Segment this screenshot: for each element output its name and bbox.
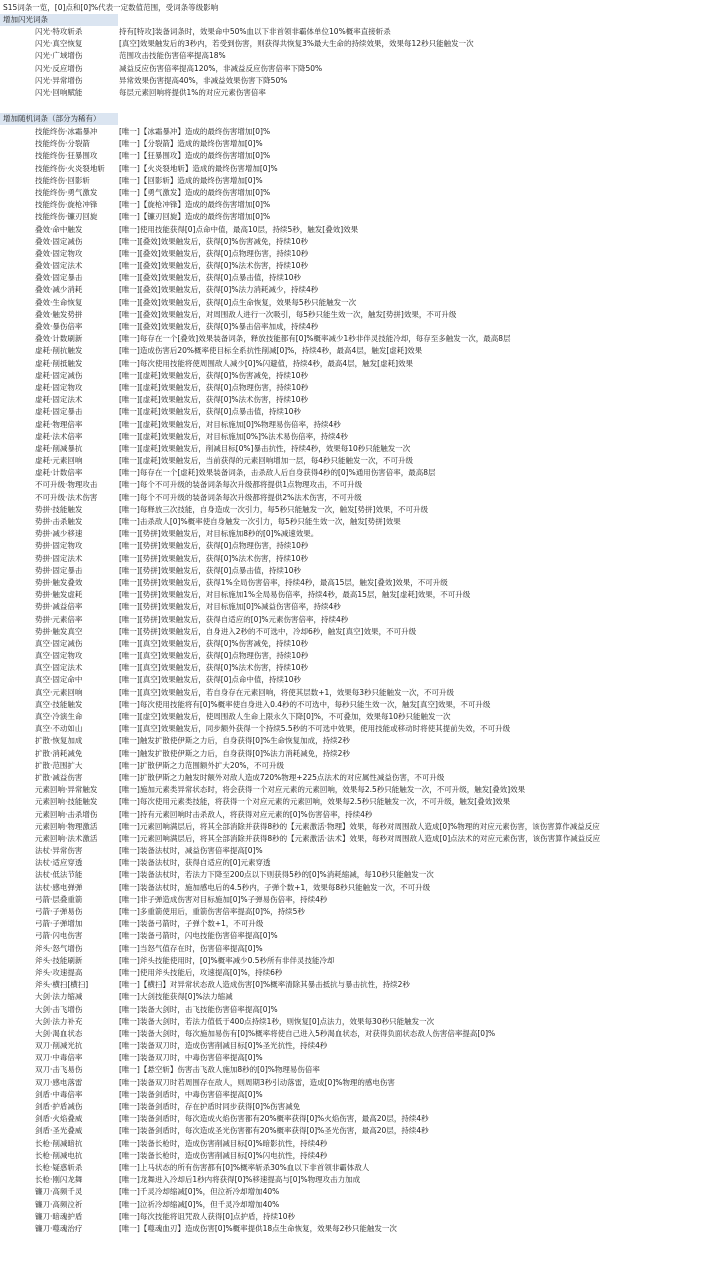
affix-name: 虚耗·元素回响: [35, 456, 83, 466]
affix-description: [唯一]装备法杖时，减益伤害倍率提高[0]%: [119, 846, 263, 856]
affix-row: [0, 504, 720, 516]
affix-name: 扩散·恢复加成: [35, 736, 83, 746]
affix-name: 闪光·特攻斩杀: [35, 27, 83, 36]
affix-row: [0, 272, 720, 284]
affix-description: [唯一]每个不可升级的装备词条每次升级都将提供2%法术伤害，不可升级: [119, 492, 362, 502]
affix-description: [唯一][虚耗]效果触发后，获得[0]点物理伤害，持续10秒: [119, 382, 309, 392]
affix-description: [唯一][虚耗]效果触发后，获得[0]%伤害减免，持续10秒: [119, 370, 308, 380]
affix-name: 元素回响·技能触发: [35, 797, 98, 807]
affix-description: [唯一]【狂暴围攻】造成的最终伤害增加[0]%: [119, 151, 271, 161]
affix-row: [0, 370, 720, 382]
affix-row: [0, 565, 720, 577]
affix-description: [唯一]装备弓箭时，子弹个数+1，不可升级: [119, 919, 264, 929]
affix-row: [0, 809, 720, 821]
affix-row: [0, 1186, 720, 1198]
affix-name: 虚耗·固定暴击: [35, 407, 83, 417]
affix-name: 镰刀·暗魂护盾: [35, 1211, 83, 1221]
affix-description: [唯一]装备大剑时，每次施加易伤有[0]%概率将使自己进入5秒渴血状态，对获得负面状态敌人伤害倍率提高[0]%: [119, 1028, 496, 1038]
affix-description: [唯一][势拼]效果触发后，对目标施加[0]%减益伤害倍率，持续4秒: [119, 602, 341, 612]
affix-description: [唯一][虚耗]效果触发后，获得[0]%法术伤害，持续10秒: [119, 395, 308, 405]
affix-name: 法杖·低法节能: [35, 870, 83, 880]
affix-row: [0, 589, 720, 601]
affix-name: 虚耗·削减暴抗: [35, 443, 83, 453]
affix-row: [0, 63, 720, 75]
affix-row: [0, 748, 720, 760]
affix-name: 长枪·刚闪龙舞: [35, 1175, 83, 1185]
affix-row: [0, 991, 720, 1003]
affix-name: 闪光·广域增伤: [35, 51, 83, 61]
affix-name: 剑盾·护盾减伤: [35, 1102, 83, 1111]
affix-name: 叠效·计数刷新: [35, 334, 83, 344]
affix-description: [唯一]装备长枪时，造成伤害削减目标[0]%暗影抗性，持续4秒: [119, 1138, 328, 1148]
affix-description: [唯一][叠效]效果触发后，获得[0]点物理伤害，持续10秒: [119, 248, 309, 258]
affix-name: 虚耗·法术倍率: [35, 431, 83, 441]
affix-description: [唯一]【分裂箭】造成的最终伤害增加[0]%: [119, 139, 263, 149]
affix-name: 势拼·减少移速: [35, 529, 83, 539]
affix-row: [0, 1016, 720, 1028]
affix-row: [0, 431, 720, 443]
affix-name: 技能终伤·火炎裂地斩: [35, 163, 105, 173]
affix-row: [0, 492, 720, 504]
affix-name: 叠效·触发势拼: [35, 309, 83, 319]
affix-description: [唯一][真空]效果触发后，获得[0]%伤害减免，持续10秒: [119, 638, 308, 648]
affix-description: [唯一]多重箭使用后，重箭伤害倍率提高[0]%，持续5秒: [119, 907, 305, 916]
affix-row: [0, 577, 720, 589]
affix-row: [0, 1199, 720, 1211]
affix-description: [唯一][势拼]效果触发后，对目标施加8秒的[0]%减速效果。: [119, 529, 319, 539]
affix-row: [0, 467, 720, 479]
affix-row: [0, 297, 720, 309]
affix-description: [唯一]扩散伊斯之力触发时额外对敌人造成720%物理+225点法术的对应属性减益伤害，不可升级: [119, 772, 445, 782]
affix-name: 叠效·固定物攻: [35, 248, 83, 258]
affix-row: [0, 199, 720, 211]
affix-row: [0, 906, 720, 918]
affix-name: 势拼·固定法术: [35, 553, 83, 563]
affix-row: [0, 260, 720, 272]
affix-row: [0, 614, 720, 626]
affix-name: 弓箭·层叠重箭: [35, 894, 83, 904]
affix-name: 虚耗·削抵触发: [35, 358, 83, 368]
affix-description: [唯一]每存在一个[叠效]效果装备词条，释放技能都有[0]%概率减少1秒非伴灵技能冷却，每存至多触发一次，最高8层: [119, 334, 511, 344]
section-title-random: 增加随机词条（部分为稀有）: [0, 113, 118, 125]
affix-name: 闪光·异常增伤: [35, 75, 83, 85]
affix-name: 剑盾·圣光叠威: [35, 1126, 83, 1136]
affix-row: [0, 1004, 720, 1016]
affix-name: 虚耗·固定法术: [35, 395, 83, 405]
affix-row: [0, 869, 720, 881]
affix-row: [0, 1223, 720, 1235]
affix-row: [0, 163, 720, 175]
affix-name: 势拼·触发虚耗: [35, 590, 83, 600]
affix-name: 虚耗·物理倍率: [35, 419, 83, 429]
affix-name: 元素回响·异常触发: [35, 785, 98, 795]
affix-description: [唯一][真空]效果触发后，同步额外获得一个持续5.5秒的不可选中效果，使用技能或移动时将使其提前失效，不可升级: [119, 724, 511, 734]
affix-description: [唯一]每次技能将诅咒敌人获得[0]点护盾，持续10秒: [119, 1211, 296, 1221]
affix-row: [0, 443, 720, 455]
affix-description: [唯一][叠效]效果触发后，获得[0]%暴击倍率加成，持续4秒: [119, 322, 319, 331]
affix-name: 双刀·削减光抗: [35, 1041, 83, 1051]
affix-name: 镰刀·噬魂治疗: [35, 1223, 83, 1233]
affix-name: 剑盾·中毒倍率: [35, 1089, 83, 1099]
affix-row: [0, 284, 720, 296]
affix-row: [0, 1064, 720, 1076]
affix-name: 叠效·固定法术: [35, 261, 83, 271]
affix-name: 镰刀·高频泣祈: [35, 1199, 83, 1209]
affix-row: [0, 857, 720, 869]
affix-name: 弓箭·子弹增加: [35, 919, 83, 929]
affix-description: [唯一]【回影斩】造成的最终伤害增加[0]%: [119, 175, 263, 185]
affix-name: 技能终伤·勇气激发: [35, 187, 98, 197]
affix-description: [唯一]斧头技能使用时，[0]%概率减少0.5秒所有非伴灵技能冷却: [119, 955, 335, 965]
affix-row: [0, 1113, 720, 1125]
affix-name: 技能终伤·分裂箭: [35, 139, 90, 149]
affix-row: [0, 1040, 720, 1052]
affix-description: [唯一]每释放三次技能，自身造成一次引力，每5秒只能触发一次，触发[势拼]效果，不可升级: [119, 504, 428, 514]
affix-row: [0, 150, 720, 162]
affix-name: 势拼·击杀触发: [35, 517, 83, 526]
affix-row: [0, 1089, 720, 1101]
affix-description: [唯一][叠效]效果触发后，获得[0]%伤害减免，持续10秒: [119, 236, 308, 246]
affix-name: 势拼·固定暴击: [35, 565, 83, 575]
affix-name: 势拼·减益倍率: [35, 602, 83, 612]
affix-name: 势拼·触发叠效: [35, 577, 83, 587]
affix-description: [唯一]触发扩散使伊斯之力后，自身获得[0]%法力消耗减免，持续2秒: [119, 748, 350, 758]
affix-description: [唯一]当怒气值存在时，伤害倍率提高[0]%: [119, 943, 263, 953]
affix-row: [0, 358, 720, 370]
affix-description: [唯一]使用斧头技能后，攻速提高[0]%，持续6秒: [119, 967, 283, 977]
affix-name: 技能终伤·旋枪冲锋: [35, 200, 98, 210]
affix-name: 真空·固定减伤: [35, 638, 83, 648]
affix-row: [0, 1174, 720, 1186]
affix-description: [真空]效果触发后的3秒内，若受到伤害，则获得共恢复3%最大生命的持续效果，效果每12秒只能触发一次: [119, 39, 474, 49]
affix-description: [唯一][虚耗]效果触发后，削减目标[0%]暴击抗性，持续4秒，效果每10秒只能触发一次: [119, 443, 411, 453]
affix-description: [唯一]装备双刀时，中毒伤害倍率提高[0]%: [119, 1053, 263, 1063]
affix-description: [唯一]【镰刃回旋】造成的最终伤害增加[0]%: [119, 212, 271, 222]
affix-description: [唯一][势拼]效果触发后，获得[0]%法术伤害，持续10秒: [119, 553, 308, 563]
affix-description: [唯一]【悬空斩】伤害击飞敌人施加8秒的[0]%物理易伤倍率: [119, 1065, 320, 1075]
affix-row: [0, 882, 720, 894]
affix-name: 斧头·攻速提高: [35, 967, 83, 977]
affix-name: 扩散·减益伤害: [35, 772, 83, 782]
affix-name: 法杖·适应穿透: [35, 858, 83, 868]
affix-row: [0, 87, 720, 99]
affix-row: [0, 345, 720, 357]
affix-row: [0, 224, 720, 236]
affix-name: 技能终伤·冰霜暴冲: [35, 127, 98, 136]
affix-row: [0, 662, 720, 674]
affix-row: [0, 126, 720, 138]
affix-name: 剑盾·火焰叠威: [35, 1114, 83, 1124]
affix-name: 叠效·固定暴击: [35, 273, 83, 283]
affix-name: 大剑·渴血状态: [35, 1028, 83, 1038]
affix-description: [唯一][叠效]效果触发后，对周围敌人进行一次吸引，每5秒只能生效一次，触发[势拼]效果，不可升级: [119, 309, 457, 319]
affix-row: [0, 309, 720, 321]
affix-description: [唯一][虚空]效果触发后，使周围敌人生命上限永久下降[0]%，不可叠加，效果每10秒只能触发一次: [119, 712, 451, 721]
affix-row: [0, 943, 720, 955]
affix-description: [唯一]施加元素类异常状态时，将会获得一个对应元素的元素回响，效果每2.5秒只能触发一次，不可升级，触发[叠效]效果: [119, 785, 526, 795]
affix-description: [唯一]造成伤害后20%概率使目标全系抗性削减[0]%，持续4秒，最高4层，触发[虚耗]效果: [119, 346, 423, 356]
affix-row: [0, 382, 720, 394]
affix-row: [0, 967, 720, 979]
affix-description: [唯一][真空]效果触发后，获得[0]点命中值，持续10秒: [119, 675, 301, 685]
affix-row: [0, 1162, 720, 1174]
affix-description: [唯一][叠效]效果触发后，获得[0]点生命恢复，效果每5秒只能触发一次: [119, 297, 357, 307]
affix-description: [唯一]非子弹造成伤害对目标施加[0]%子弹易伤倍率，持续4秒: [119, 894, 328, 904]
affix-name: 长枪·削减电抗: [35, 1150, 83, 1160]
affix-description: [唯一][虚耗]效果触发后，当前获得的元素回响增加一层，每4秒只能触发一次，不可升级: [119, 456, 413, 466]
affix-row: [0, 528, 720, 540]
affix-row: [0, 723, 720, 735]
affix-description: [唯一]装备剑盾时，每次造成圣光伤害都有20%概率获得[0]%圣光伤害，最高20层，持续4秒: [119, 1126, 429, 1136]
affix-description: [唯一]装备大剑时，击飞技能伤害倍率提高[0]%: [119, 1004, 278, 1014]
affix-description: [唯一]装备大剑时，若法力值低于400点持续1秒，则恢复[0]点法力，效果每30秒只能触发一次: [119, 1016, 435, 1026]
affix-description: [唯一]【勇气激发】造成的最终伤害增加[0]%: [119, 187, 271, 197]
affix-row: [0, 50, 720, 62]
affix-description: [唯一]每次使用技能将有[0]%概率使自身进入0.4秒的不可选中，每秒只能生效一次，触发[真空]效果，不可升级: [119, 699, 491, 709]
affix-description: [唯一][叠效]效果触发后，获得[0]点暴击值，持续10秒: [119, 273, 301, 283]
affix-description: [唯一]触发扩散使伊斯之力后，自身获得[0]%生命恢复加成，持续2秒: [119, 736, 350, 746]
affix-row: [0, 38, 720, 50]
affix-description: [唯一]每次使用元素类技能，将获得一个对应元素的元素回响，效果每2.5秒只能触发一次，不可升级，触发[叠效]效果: [119, 797, 511, 807]
affix-description: [唯一]装备法杖时，获得自适应的[0]元素穿透: [119, 858, 271, 868]
affix-row: [0, 601, 720, 613]
affix-row: [0, 1077, 720, 1089]
affix-name: 法杖·感电弹弹: [35, 882, 83, 892]
affix-name: 元素回响·物理激活: [35, 821, 98, 831]
affix-description: [唯一]装备弓箭时，闪电技能伤害倍率提高[0]%: [119, 931, 278, 941]
affix-row: [0, 455, 720, 467]
affix-row: [0, 711, 720, 723]
affix-description: [唯一]装备法杖时，若法力下降至200点以下则获得5秒的[0]%消耗缩减，每10秒只能触发一次: [119, 870, 434, 880]
affix-name: 势拼·元素倍率: [35, 614, 83, 624]
affix-name: 斧头·技能刷新: [35, 955, 83, 965]
affix-name: 技能终伤·回影斩: [35, 175, 90, 185]
affix-description: [唯一][势拼]效果触发后，获得[0]点物理伤害，持续10秒: [119, 541, 309, 551]
affix-description: [唯一]【旋枪冲锋】造成的最终伤害增加[0]%: [119, 200, 271, 210]
affix-row: [0, 1052, 720, 1064]
affix-row: [0, 845, 720, 857]
affix-name: 闪光·回响赋能: [35, 87, 83, 97]
affix-row: [0, 479, 720, 491]
affix-row: [0, 516, 720, 528]
affix-row: [0, 772, 720, 784]
affix-row: [0, 540, 720, 552]
affix-name: 真空·不动如山: [35, 724, 83, 734]
affix-name: 真空·固定命中: [35, 675, 83, 685]
affix-row: [0, 955, 720, 967]
affix-description: [唯一]每存在一个[虚耗]效果装备词条，击杀敌人后自身获得4秒的[0]%通用伤害倍率，最高8层: [119, 468, 436, 478]
affix-name: 叠效·生命恢复: [35, 297, 83, 307]
affix-row: [0, 187, 720, 199]
affix-row: [0, 333, 720, 345]
affix-name: 势拼·固定物攻: [35, 541, 83, 551]
affix-description: [唯一][势拼]效果触发后，获得[0]点暴击值，持续10秒: [119, 565, 301, 575]
affix-name: 双刀·中毒倍率: [35, 1053, 83, 1063]
affix-description: [唯一]扩散伊斯之力范围额外扩大20%，不可升级: [119, 760, 285, 770]
affix-description: [唯一][势拼]效果触发后，对目标施加1%全局易伤倍率，持续4秒，最高15层，触发[虚耗]效果，不可升级: [119, 590, 471, 600]
affix-name: 真空·固定物攻: [35, 651, 83, 661]
affix-name: 技能终伤·镰刃回旋: [35, 212, 98, 222]
affix-row: [0, 175, 720, 187]
affix-description: [唯一]上马状态的所有伤害都有[0]%概率斩杀30%血以下非首领非霸体敌人: [119, 1162, 370, 1172]
affix-name: 大剑·击飞增伤: [35, 1004, 83, 1014]
affix-row: [0, 321, 720, 333]
affix-name: 长枪·削减暗抗: [35, 1138, 83, 1148]
affix-row: [0, 650, 720, 662]
affix-name: 叠效·固定减伤: [35, 236, 83, 246]
affix-name: 真空·元素回响: [35, 687, 83, 697]
affix-description: [唯一]击杀敌人[0]%概率使自身触发一次引力，每5秒只能生效一次，触发[势拼]效果: [119, 517, 401, 526]
affix-description: [唯一]龙舞进入冷却后1秒内将获得[0]%移速提高与[0]%物理攻击力加成: [119, 1175, 361, 1185]
affix-row: [0, 687, 720, 699]
affix-row: [0, 211, 720, 223]
affix-description: [唯一][叠效]效果触发后，获得[0]%法力消耗减少，持续4秒: [119, 285, 319, 295]
affix-name: 真空·技能触发: [35, 699, 83, 709]
affix-name: 法杖·异常伤害: [35, 846, 83, 856]
affix-description: [唯一]每个不可升级的装备词条每次升级都将提供1点物理攻击，不可升级: [119, 480, 363, 490]
random-affix-list: [0, 126, 720, 1235]
affix-row: [0, 796, 720, 808]
affix-row: [0, 833, 720, 845]
affix-row: [0, 674, 720, 686]
affix-row: [0, 1138, 720, 1150]
affix-name: 双刀·击飞易伤: [35, 1065, 83, 1075]
affix-row: [0, 979, 720, 991]
affix-name: 元素回响·击杀增伤: [35, 809, 98, 819]
affix-description: [唯一][势拼]效果触发后，自身进入2秒的不可选中，冷却6秒，触发[真空]效果，不可升级: [119, 626, 417, 636]
affix-row: [0, 138, 720, 150]
affix-description: [唯一]装备剑盾时，中毒伤害倍率提高[0]%: [119, 1089, 263, 1099]
affix-row: [0, 735, 720, 747]
affix-description: [唯一][虚耗]效果触发后，对目标施加[0%]%法术易伤倍率，持续4秒: [119, 431, 348, 441]
affix-name: 大剑·法力补充: [35, 1016, 83, 1026]
affix-name: 叠效·命中触发: [35, 224, 83, 234]
affix-row: [0, 248, 720, 260]
affix-name: 虚耗·计数倍率: [35, 468, 83, 478]
affix-row: [0, 626, 720, 638]
affix-row: [0, 821, 720, 833]
affix-name: 不可升级·物理攻击: [35, 480, 98, 490]
affix-name: 真空·固定法术: [35, 663, 83, 673]
affix-name: 元素回响·法术激活: [35, 833, 98, 843]
affix-description: 范围攻击技能伤害倍率提高18%: [119, 51, 226, 61]
page-header: S15词条一览，[0]点和[0]%代表一定数值范围，受词条等级影响: [3, 3, 219, 12]
affix-name: 势拼·技能触发: [35, 504, 83, 514]
affix-description: [唯一]【横扫】对异常状态敌人造成伤害[0]%概率清除其暴击抵抗与暴击抗性，持续2秒: [119, 980, 410, 990]
affix-description: 减益反应伤害倍率提高120%，非减益反应伤害倍率下降50%: [119, 63, 323, 73]
affix-description: [唯一]使用技能获得[0]点命中值，最高10层，持续5秒，触发[叠效]效果: [119, 224, 359, 234]
affix-name: 虚耗·固定减伤: [35, 370, 83, 380]
affix-description: 异常效果伤害提高40%，非减益效果伤害下降50%: [119, 75, 288, 85]
affix-name: 叠效·暴伤倍率: [35, 322, 83, 331]
affix-description: [唯一][真空]效果触发后，获得[0]点物理伤害，持续10秒: [119, 651, 309, 661]
affix-description: [唯一][势拼]效果触发后，获得1%全局伤害倍率，持续4秒，最高15层，触发[叠效]效果，不可升级: [119, 577, 448, 587]
affix-description: [唯一]大剑技能获得[0]%法力缩减: [119, 992, 233, 1002]
affix-description: [唯一]元素回响满层后，将其全部消除并获得8秒的【元素激活·法术】效果，每秒对周围敌人造成[0]点法术的对应元素伤害，该伤害算作减益反应: [119, 833, 601, 843]
affix-name: 闪光·反应增伤: [35, 63, 83, 73]
affix-description: [唯一]泣祈冷却缩减[0]%，但千灵冷却增加40%: [119, 1199, 280, 1209]
affix-row: [0, 894, 720, 906]
affix-description: [唯一]千灵冷却缩减[0]%，但泣祈冷却增加40%: [119, 1187, 280, 1197]
affix-name: 虚耗·削抗触发: [35, 346, 83, 356]
affix-row: [0, 419, 720, 431]
affix-row: [0, 918, 720, 930]
affix-name: 虚耗·固定物攻: [35, 382, 83, 392]
affix-name: 扩散·消耗减免: [35, 748, 83, 758]
affix-description: [唯一]装备双刀时，造成伤害削减目标[0]%圣光抗性，持续4秒: [119, 1041, 328, 1051]
affix-row: [0, 1028, 720, 1040]
affix-name: 闪光·真空恢复: [35, 39, 83, 49]
section-title-flash: 增加闪光词条: [0, 14, 118, 26]
affix-name: 技能终伤·狂暴围攻: [35, 151, 98, 161]
affix-name: 斧头·怒气增伤: [35, 943, 83, 953]
affix-description: [唯一][叠效]效果触发后，获得[0]%法术伤害，持续10秒: [119, 261, 308, 271]
affix-name: 叠效·减少消耗: [35, 285, 83, 295]
affix-row: [0, 760, 720, 772]
affix-description: [唯一]【火炎裂地斩】造成的最终伤害增加[0]%: [119, 163, 278, 173]
affix-row: [0, 553, 720, 565]
affix-description: [唯一]装备剑盾时，每次造成火焰伤害都有20%概率获得[0]%火焰伤害，最高20层，持续4秒: [119, 1114, 429, 1124]
affix-name: 双刀·感电落雷: [35, 1077, 83, 1087]
affix-name: 大剑·法力缩减: [35, 992, 83, 1002]
affix-name: 长枪·疑惑斩杀: [35, 1162, 83, 1172]
affix-row: [0, 930, 720, 942]
affix-description: 每层元素回响将提供1%的对应元素伤害倍率: [119, 87, 266, 97]
affix-row: [0, 406, 720, 418]
affix-row: [0, 1150, 720, 1162]
affix-row: [0, 236, 720, 248]
affix-description: [唯一][虚耗]效果触发后，获得[0]点暴击值，持续10秒: [119, 407, 301, 417]
affix-description: [唯一]每次使用技能将使周围敌人减少[0]%闪避值，持续4秒，最高4层，触发[虚耗]效果: [119, 358, 413, 368]
affix-row: [0, 26, 720, 38]
affix-description: [唯一][真空]效果触发后，获得[0]%法术伤害，持续10秒: [119, 663, 308, 673]
affix-description: [唯一]装备剑盾时，存在护盾时同步获得[0]%伤害减免: [119, 1102, 301, 1111]
affix-description: [唯一]装备长枪时，造成伤害削减目标[0]%闪电抗性，持续4秒: [119, 1150, 328, 1160]
affix-row: [0, 1125, 720, 1137]
affix-name: 弓箭·子弹易伤: [35, 907, 83, 916]
affix-row: [0, 784, 720, 796]
affix-row: [0, 638, 720, 650]
affix-description: [唯一]装备双刀时若周围存在敌人，则周期3秒引动落雷，造成[0]%物理的感电伤害: [119, 1077, 395, 1087]
affix-name: 不可升级·法术伤害: [35, 492, 98, 502]
affix-description: [唯一][势拼]效果触发后，获得自适应的[0]%元素伤害倍率，持续4秒: [119, 614, 349, 624]
affix-row: [0, 1211, 720, 1223]
affix-description: [唯一]【冰霜暴冲】造成的最终伤害增加[0]%: [119, 127, 271, 136]
affix-name: 扩散·范围扩大: [35, 760, 83, 770]
affix-row: [0, 394, 720, 406]
affix-description: [唯一]【噬魂血刃】造成伤害[0]%概率提供18点生命恢复，效果每2秒只能触发一次: [119, 1223, 397, 1233]
affix-row: [0, 1101, 720, 1113]
flash-affix-list: [0, 26, 720, 99]
affix-name: 斧头·横扫[横扫]: [35, 980, 89, 990]
affix-row: [0, 699, 720, 711]
affix-name: 势拼·触发真空: [35, 626, 83, 636]
affix-row: [0, 75, 720, 87]
affix-name: 真空·冷演生命: [35, 712, 83, 721]
affix-name: 弓箭·闪电伤害: [35, 931, 83, 941]
affix-description: [唯一][真空]效果触发后，若自身存在元素回响，将使其层数+1，效果每3秒只能触发一次，不可升级: [119, 687, 455, 697]
affix-name: 镰刀·高频千灵: [35, 1187, 83, 1197]
affix-description: [唯一]元素回响满层后，将其全部消除并获得8秒的【元素激活·物理】效果，每秒对周围敌人造成[0]%物理的对应元素伤害，该伤害算作减益反应: [119, 821, 600, 831]
affix-description: [唯一]装备法杖时，施加感电后的4.5秒内，子弹个数+1，效果每8秒只能触发一次，不可升级: [119, 882, 431, 892]
affix-description: 持有[特攻]装备词条时，效果命中50%血以下非首领非霸体单位10%概率直接斩杀: [119, 27, 391, 36]
affix-description: [唯一]持有元素回响时击杀敌人，将获得对应元素的[0]%伤害倍率，持续4秒: [119, 809, 373, 819]
affix-description: [唯一][虚耗]效果触发后，对目标施加[0]%物理易伤倍率，持续4秒: [119, 419, 341, 429]
